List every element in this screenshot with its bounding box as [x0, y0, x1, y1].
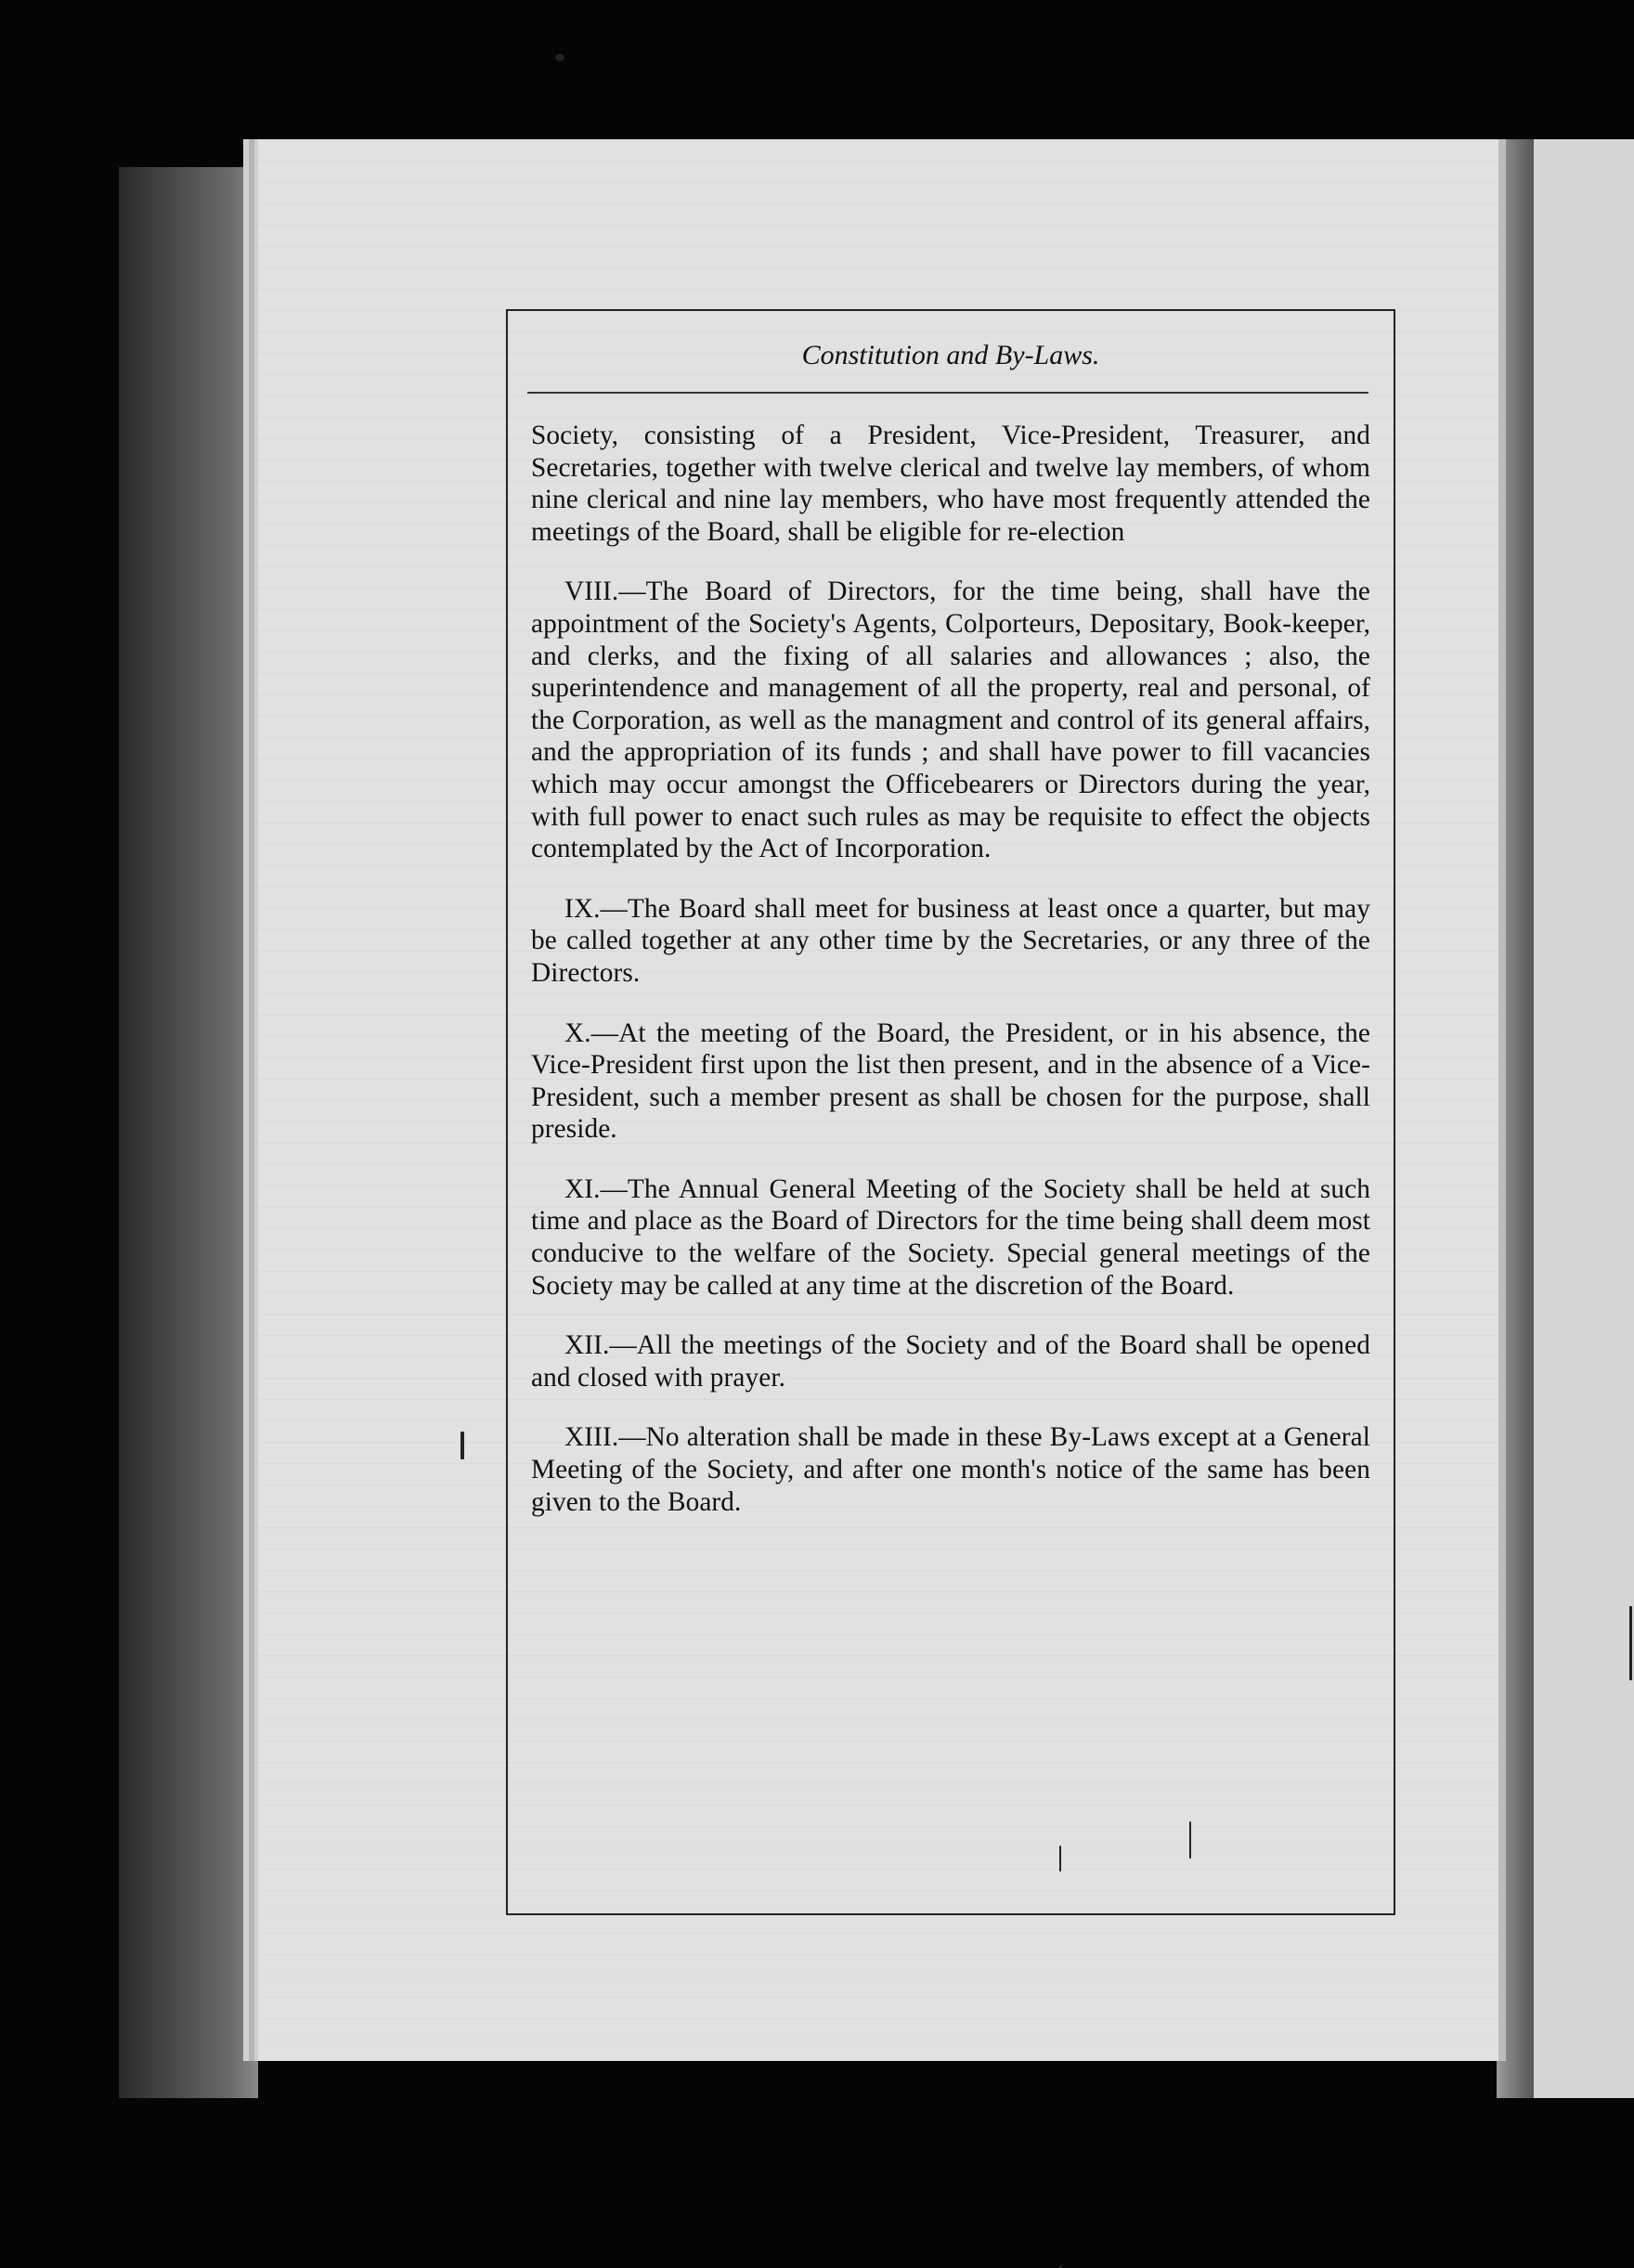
scan-mark [1059, 1846, 1061, 1872]
scan-mark [555, 54, 564, 61]
paragraph-continuation: Society, consisting of a President, Vice-President, Treasurer, and Secretaries, together with twelve clerical and twelve lay members, of whom nine clerical and nine lay members, who have most frequently attended the meetings of the Board, shall be eligible for re-election [531, 421, 1370, 547]
scan-mark [1629, 1606, 1632, 1680]
paragraph-article-xii: XII.—All the meetings of the Society and of the Board shall be opened and closed with prayer. [531, 1330, 1370, 1393]
paragraph-article-viii: VIII.—The Board of Directors, for the time being, shall have the appointment of the Society's Agents, Colporteurs, Depositary, Book-keeper, and clerks, and the fixing of all salaries and allowances ; also, the superintendence and management of all the property, real and personal, of the Corporation, as well as the managment and control of its general affairs, and the appropriation of its funds ; and shall have power to fill vacancies which may occur amongst the Officebearers or Directors during the year, with full power to enact such rules as may be requisite to effect the objects contemplated by the Act of Incorporation. [531, 577, 1370, 864]
running-head: Constitution and By-Laws. [801, 340, 1100, 370]
facing-page-edge [1534, 139, 1634, 2098]
scan-mark [1189, 1821, 1191, 1859]
header-rule [527, 392, 1368, 394]
paragraph-article-xiii: XIII.—No alteration shall be made in these By-Laws except at a General Meeting of the Society, and after one month's notice of the same has been given to the Board. [531, 1422, 1370, 1517]
book-cover-edge [119, 167, 258, 2098]
paragraph-article-x: X.—At the meeting of the Board, the President, or in his absence, the Vice-President first upon the list then present, and in the absence of a Vice-President, such a member present as shall be chosen for the purpose, shall preside. [531, 1017, 1370, 1145]
scan-mark [460, 1432, 464, 1459]
paragraph-article-xi: XI.—The Annual General Meeting of the Society shall be held at such time and place as the Board of Directors for the time being shall deem most conducive to the welfare of the Society. Special general meetings of the Society may be called at any time at the discretion of the Board. [531, 1173, 1370, 1301]
paragraph-article-ix: IX.—The Board shall meet for business at least once a quarter, but may be called together at any other time by the Secretaries, or any three of the Directors. [531, 893, 1370, 988]
body-text [531, 420, 1370, 1518]
